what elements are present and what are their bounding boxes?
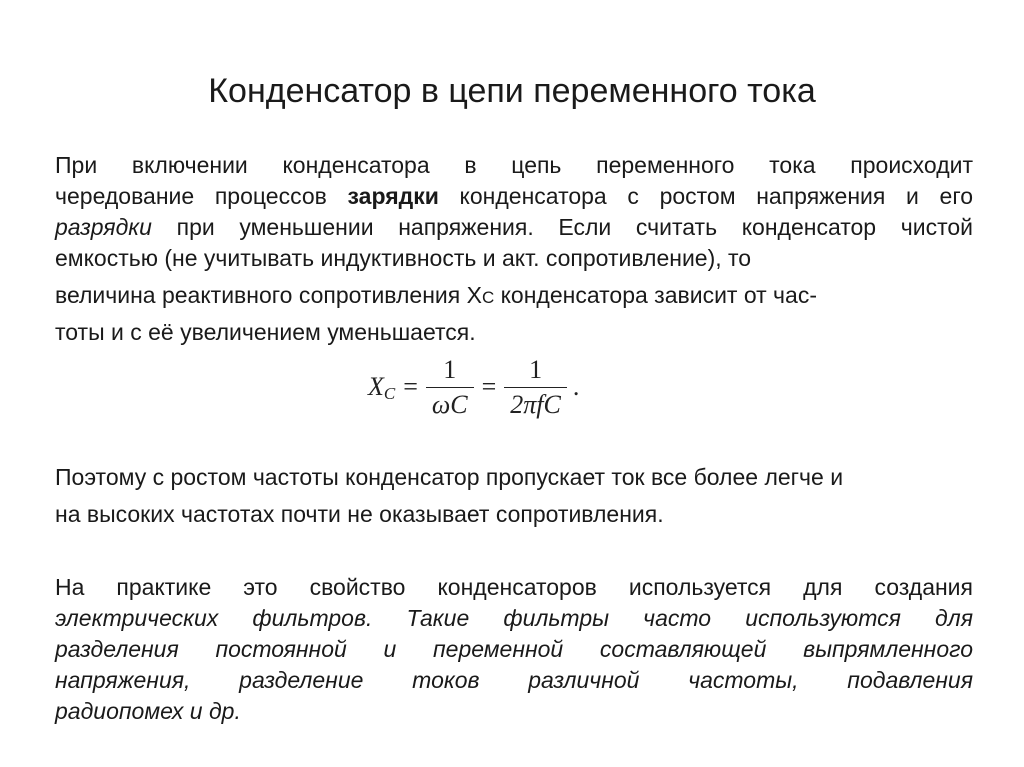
para3-line-4: напряжения, разделение токов различной частоты, подавления (55, 667, 973, 693)
fraction-2-bar (504, 387, 567, 388)
para2-line-2: на высоких частотах почти не оказывает сопротивления. (55, 501, 664, 527)
intro-line-4: емкостью (не учитывать индуктивность и акт. сопротивление), то (55, 245, 752, 271)
intro-line-6: тоты и с её увеличением уменьшается. (55, 319, 476, 345)
slide-title: Конденсатор в цепи переменного тока (208, 72, 816, 110)
fraction-1-numerator: 1 (443, 354, 457, 384)
formula-period: . (572, 372, 580, 401)
filters-paragraph (55, 572, 973, 727)
intro-line-1: При включении конденсатора в цепь переменного тока происходит (55, 152, 973, 178)
fraction-2-numerator: 1 (529, 354, 543, 384)
formula-equals: = (403, 372, 418, 401)
fraction-2 (504, 355, 567, 420)
intro-line-5 (55, 280, 973, 313)
intro-text: чередование процессов (55, 183, 348, 209)
formula-lhs: X (368, 372, 384, 401)
fraction-1 (426, 355, 474, 420)
xc-subscript: C (481, 288, 495, 307)
italic-term-discharging: разрядки (55, 214, 152, 240)
para3-line-1: На практике это свойство конденсаторов используется для создания (55, 574, 973, 600)
fraction-1-bar (426, 387, 474, 388)
para3-line-2: электрических фильтров. Такие фильтры часто используются для (55, 605, 973, 631)
fraction-2-denominator: 2πfC (510, 389, 561, 419)
intro-paragraph (55, 150, 973, 348)
intro-text: при уменьшении напряжения. Если считать конденсатор чистой (151, 214, 973, 240)
fraction-1-denominator: ωC (431, 389, 468, 419)
intro-text: величина реактивного сопротивления X (55, 282, 482, 308)
intro-text: конденсатора зависит от час- (494, 282, 817, 308)
bold-term-charging: зарядки (347, 183, 439, 209)
frequency-paragraph (55, 462, 973, 530)
para3-line-3: разделения постоянной и переменной составляющей выпрямленного (55, 636, 973, 662)
formula-equals: = (481, 372, 497, 401)
intro-line-3 (55, 212, 973, 243)
para2-line-1: Поэтому с ростом частоты конденсатор пропускает ток все более легче и (55, 464, 844, 490)
intro-line-2 (55, 181, 973, 212)
reactance-formula (368, 352, 579, 422)
formula-lhs-sub: C (383, 384, 396, 403)
intro-text: конденсатора с ростом напряжения и его (438, 183, 973, 209)
para3-line-5: радиопомех и др. (55, 698, 241, 724)
